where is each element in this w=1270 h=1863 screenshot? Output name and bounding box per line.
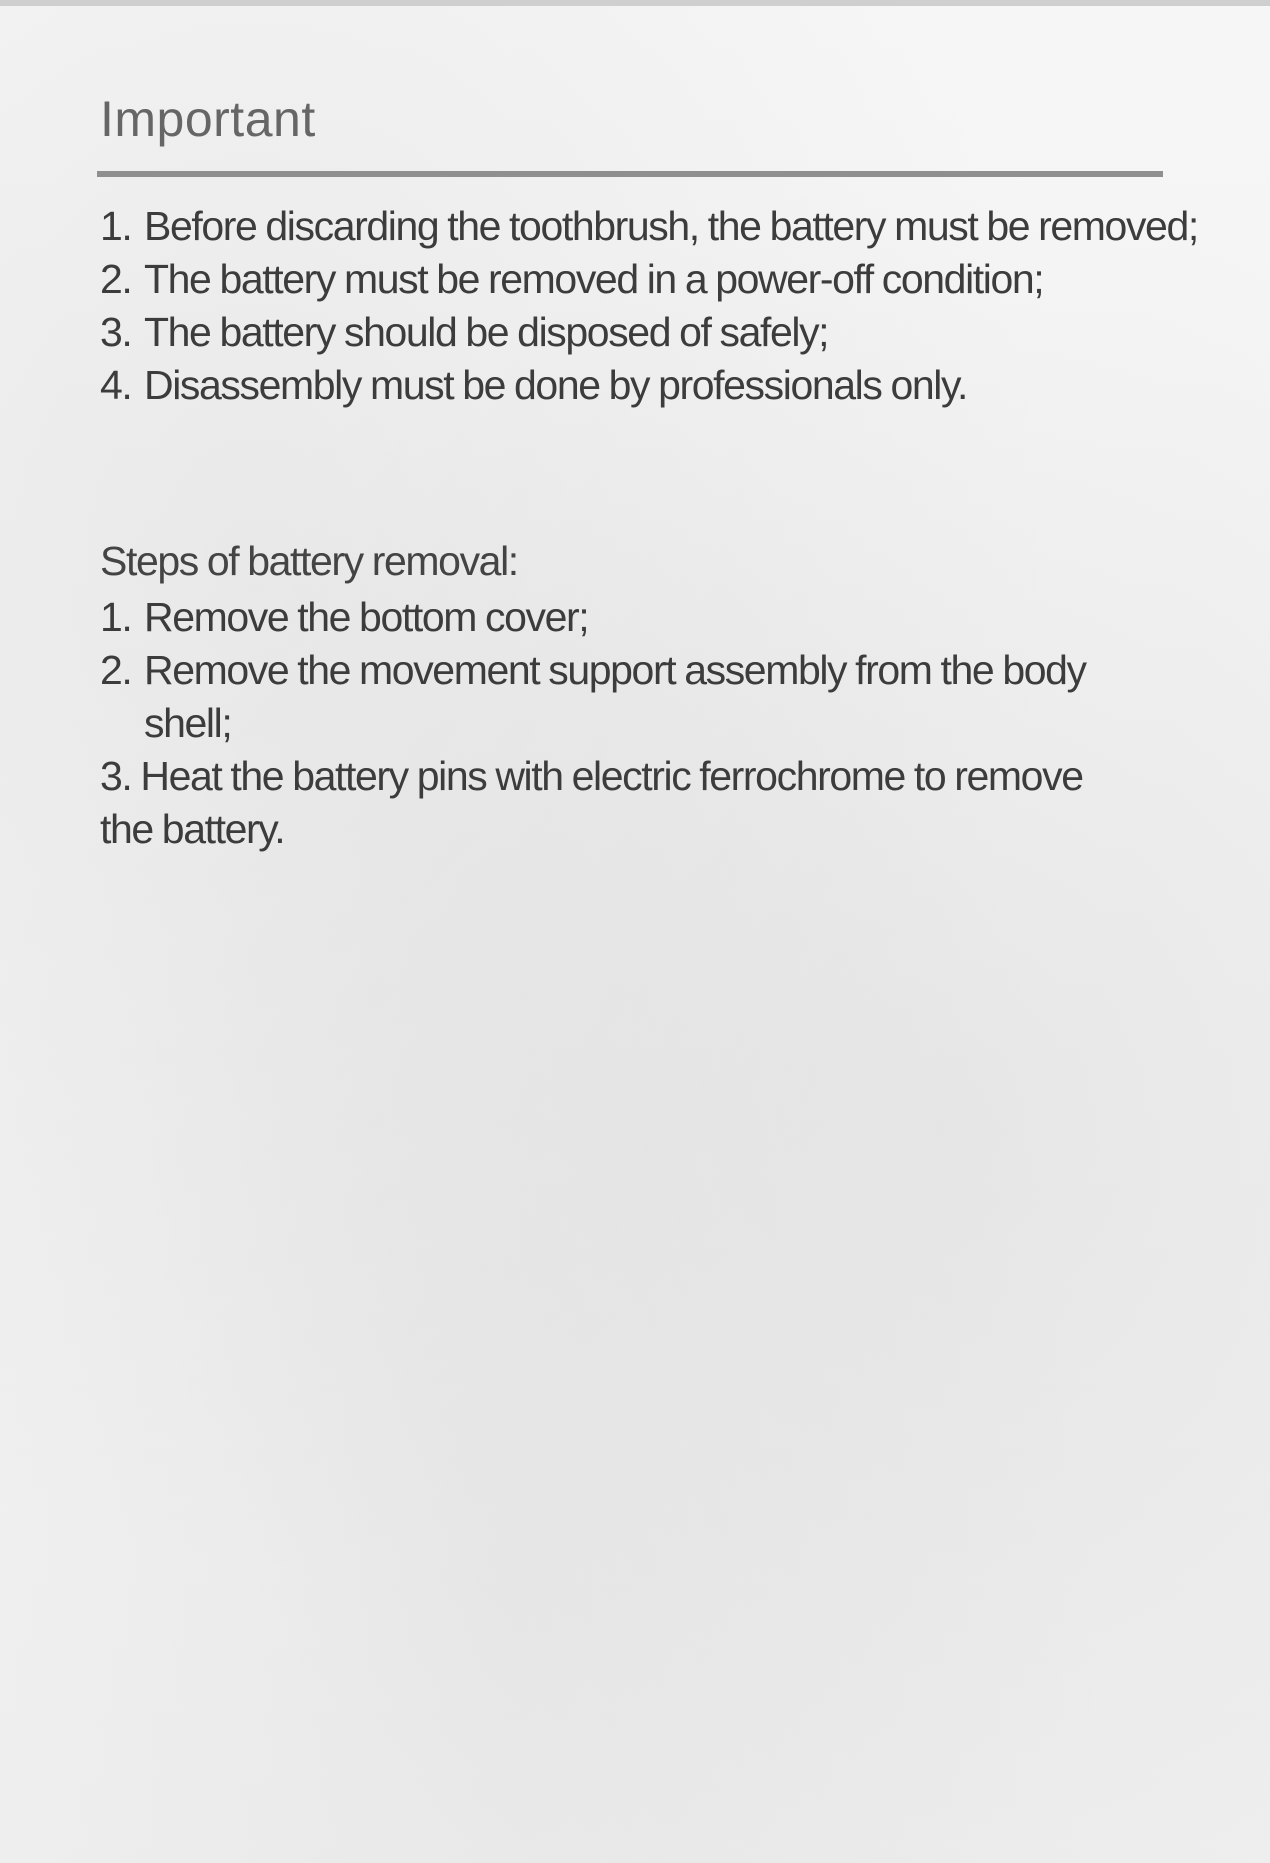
step-text: Remove the movement support assembly from the body shell;: [144, 647, 1086, 746]
step-number: 2.: [100, 647, 132, 693]
list-item-number: 1.: [100, 203, 132, 249]
list-item: [100, 306, 1210, 359]
step-item: [100, 750, 1100, 856]
steps-title: Steps of battery removal:: [100, 538, 518, 584]
removal-steps: [100, 535, 1100, 856]
page-top-edge: [0, 0, 1270, 6]
list-item-number: 3.: [100, 309, 132, 355]
step-item: [100, 591, 1100, 644]
list-item-text: Disassembly must be done by professionals only.: [144, 362, 968, 408]
heading-divider: [97, 171, 1163, 177]
list-item-text: The battery should be disposed of safely;: [144, 309, 829, 355]
list-item: [100, 359, 1210, 412]
list-item: [100, 253, 1210, 306]
list-item-number: 2.: [100, 256, 132, 302]
list-item-number: 4.: [100, 362, 132, 408]
step-number: 1.: [100, 594, 132, 640]
step-number: 3.: [100, 753, 132, 799]
step-item: [100, 644, 1100, 750]
important-list: [100, 200, 1210, 412]
step-text: Heat the battery pins with electric ferrochrome to remove the battery.: [100, 753, 1083, 852]
list-item: [100, 200, 1210, 253]
list-item-text: The battery must be removed in a power-off condition;: [144, 256, 1044, 302]
list-item-text: Before discarding the toothbrush, the battery must be removed;: [144, 203, 1198, 249]
important-heading: Important: [100, 91, 316, 147]
step-text: Remove the bottom cover;: [144, 594, 589, 640]
